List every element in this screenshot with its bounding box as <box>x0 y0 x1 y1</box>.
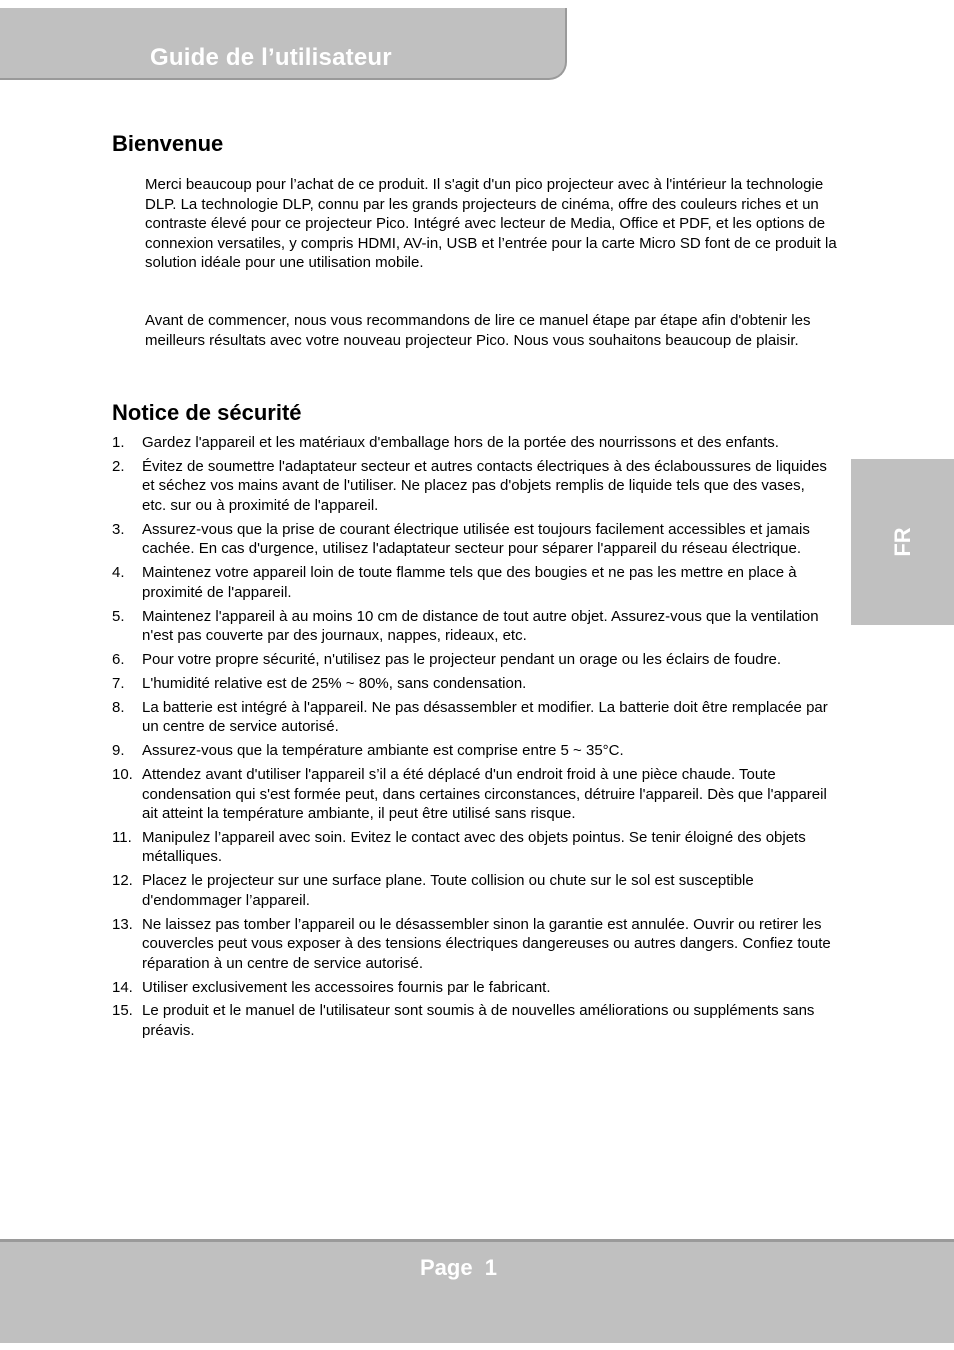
safety-item-number: 3. <box>112 520 125 538</box>
header-tab <box>0 8 567 80</box>
safety-list <box>112 433 832 1045</box>
safety-item-number: 2. <box>112 457 125 475</box>
safety-item <box>112 1001 832 1040</box>
safety-item-text: Pour votre propre sécurité, n'utilisez pas le projecteur pendant un orage ou les éclairs de foudre. <box>142 650 782 668</box>
safety-item <box>112 871 832 910</box>
safety-item-number: 13. <box>112 915 133 933</box>
safety-item-text: Attendez avant d'utiliser l'appareil s’il a été déplacé d'un endroit froid à une pièce chaude. Toute condensation qui s'est formée peut, dans certaines circonstances, détruire l'appareil. Dès que l'appareil ait atteint la température ambiante, il peut être utilisé sans risque. <box>142 766 827 823</box>
safety-item <box>112 457 832 516</box>
safety-heading: Notice de sécurité <box>112 400 302 425</box>
welcome-paragraph-2: Avant de commencer, nous vous recommandons de lire ce manuel étape par étape afin d'obtenir les meilleurs résultats avec votre nouveau projecteur Pico. Nous vous souhaitons beaucoup de plaisir. <box>145 312 811 349</box>
safety-item-number: 4. <box>112 564 125 582</box>
welcome-heading: Bienvenue <box>112 131 224 156</box>
safety-item <box>112 765 832 824</box>
safety-item-number: 7. <box>112 674 125 692</box>
safety-item-number: 11. <box>112 828 132 846</box>
safety-item-text: Placez le projecteur sur une surface plane. Toute collision ou chute sur le sol est susceptible d'endommager l’appareil. <box>142 872 754 909</box>
safety-item <box>112 698 832 737</box>
safety-item-number: 8. <box>112 698 125 716</box>
safety-item-text: Maintenez l'appareil à au moins 10 cm de distance de tout autre objet. Assurez-vous que la ventilation n'est pas couverte par des journaux, nappes, rideaux, etc. <box>142 607 819 645</box>
welcome-paragraph-1: Merci beaucoup pour l’achat de ce produit. Il s'agit d'un pico projecteur avec à l'intérieur la technologie DLP. La technologie DLP, connu par les grands projecteurs de cinéma, offre des couleurs riches et un contraste élevé pour ce projecteur Pico. Intégré avec lecteur de Media, Office et PDF, et les options de connexion versatiles, y compris HDMI, AV-in, USB et l’entrée pour la carte Micro SD font de ce produit la solution idéale pour une utilisation mobile. <box>145 176 837 271</box>
safety-item-number: 5. <box>112 607 125 625</box>
page-number: Page 1 <box>420 1255 498 1280</box>
language-tab-label: FR <box>889 527 915 557</box>
language-tab <box>851 459 954 625</box>
safety-item <box>112 828 832 867</box>
safety-item-text: Le produit et le manuel de l'utilisateur sont soumis à de nouvelles améliorations ou suppléments sans préavis. <box>142 1002 815 1039</box>
safety-item-number: 10. <box>112 766 133 784</box>
safety-item <box>112 520 832 559</box>
safety-item-text: La batterie est intégré à l'appareil. Ne pas désassembler et modifier. La batterie doit être remplacée par un centre de service autorisé. <box>142 698 828 736</box>
safety-item-text: Assurez-vous que la prise de courant électrique utilisée est toujours facilement accessibles et jamais cachée. En cas d'urgence, utilisez l'adaptateur secteur pour séparer l'appareil du réseau électrique. <box>142 520 810 558</box>
safety-item-number: 15. <box>112 1002 133 1020</box>
safety-item-text: Assurez-vous que la température ambiante est comprise entre 5 ~ 35°C. <box>142 742 624 760</box>
safety-item <box>112 915 832 974</box>
safety-item-text: Évitez de soumettre l'adaptateur secteur et autres contacts électriques à des éclaboussures de liquides et séchez vos mains avant de l'utiliser. Ne placez pas d'objets remplis de liquide tels que des vases, etc. sur ou à proximité de l'appareil. <box>142 457 827 514</box>
safety-item-number: 14. <box>112 978 133 996</box>
safety-item-number: 12. <box>112 872 133 890</box>
header-title: Guide de l’utilisateur <box>150 44 392 71</box>
safety-item <box>112 741 832 761</box>
safety-item-text: Gardez l'appareil et les matériaux d'emballage hors de la portée des nourrissons et des enfants. <box>142 434 779 451</box>
safety-item <box>112 650 832 670</box>
safety-item-text: Manipulez l’appareil avec soin. Evitez le contact avec des objets pointus. Se tenir éloigné des objets métalliques. <box>142 828 806 866</box>
safety-item <box>112 563 832 602</box>
safety-item-text: L'humidité relative est de 25% ~ 80%, sans condensation. <box>142 674 527 692</box>
safety-item-text: Ne laissez pas tomber l’appareil ou le désassembler sinon la garantie est annulée. Ouvrir ou retirer les couvercles peut vous exposer à des tensions électriques dangereuses ou autres dangers. Confiez toute réparation à un centre de service autorisé. <box>142 915 831 972</box>
safety-item-number: 6. <box>112 650 125 668</box>
safety-item <box>112 607 832 646</box>
safety-item <box>112 978 832 998</box>
safety-item-text: Maintenez votre appareil loin de toute flamme tels que des bougies et ne pas les mettre en place à proximité de l'appareil. <box>142 564 797 601</box>
safety-item-number: 1. <box>112 434 125 451</box>
safety-item <box>112 674 832 694</box>
safety-item-text: Utiliser exclusivement les accessoires fournis par le fabricant. <box>142 978 551 996</box>
page-footer <box>0 1239 954 1343</box>
safety-item <box>112 433 832 453</box>
safety-item-number: 9. <box>112 742 125 760</box>
